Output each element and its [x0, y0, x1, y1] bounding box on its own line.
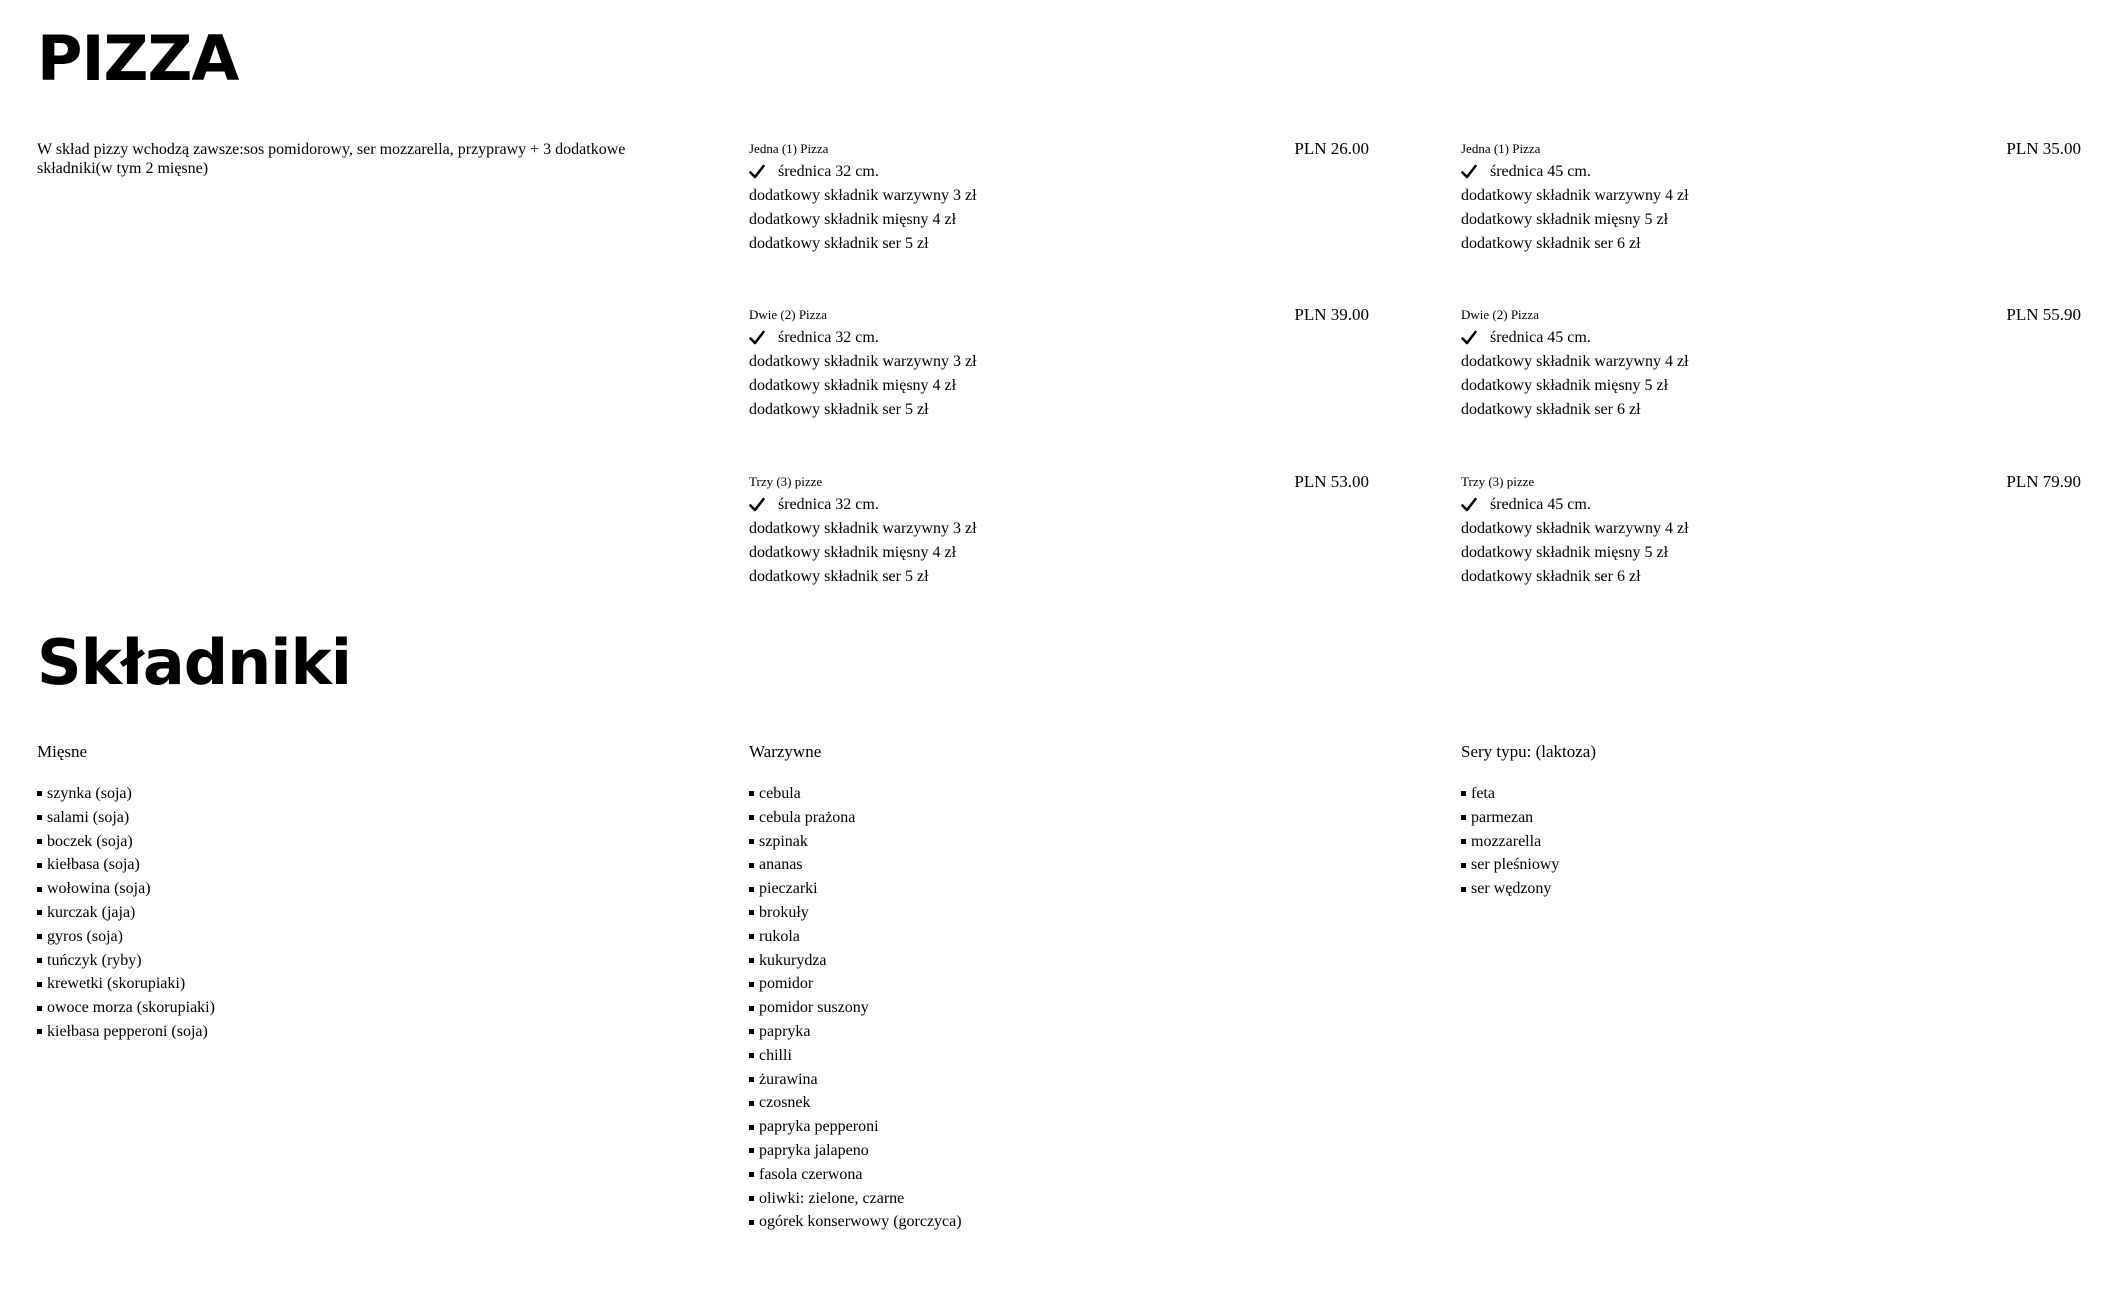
- offer-veg-extra: dodatkowy składnik warzywny 3 zł: [749, 520, 977, 537]
- square-bullet-icon: [749, 887, 754, 892]
- offer-price: PLN 39.00: [1294, 305, 1369, 324]
- ingredient-name: fasola czerwona: [759, 1165, 863, 1183]
- list-item: [749, 806, 962, 830]
- ingredient-name: krewetki (skorupiaki): [47, 975, 186, 993]
- list-item: [1461, 853, 1559, 877]
- offer-cheese-extra: dodatkowy składnik ser 5 zł: [749, 401, 929, 418]
- list-item: [37, 949, 215, 973]
- list-item: [1461, 830, 1559, 854]
- square-bullet-icon: [37, 887, 42, 892]
- pizza-offer: [1461, 140, 2081, 256]
- list-item: [749, 925, 962, 949]
- list-item: [37, 782, 215, 806]
- check-icon: [1461, 164, 1477, 180]
- square-bullet-icon: [1461, 791, 1466, 796]
- list-item: [749, 830, 962, 854]
- offer-cheese-extra: dodatkowy składnik ser 6 zł: [1461, 568, 1641, 585]
- square-bullet-icon: [749, 934, 754, 939]
- ingredient-name: feta: [1471, 785, 1495, 802]
- check-icon: [749, 164, 765, 180]
- list-item: [749, 782, 962, 806]
- list-item: [749, 1068, 962, 1092]
- square-bullet-icon: [749, 958, 754, 963]
- ingredient-name: pieczarki: [759, 880, 818, 898]
- ingredient-name: mozzarella: [1471, 832, 1542, 850]
- offer-cheese-extra: dodatkowy składnik ser 5 zł: [749, 568, 929, 585]
- ingredient-name: kiełbasa pepperoni (soja): [47, 1022, 208, 1040]
- ingredient-name: boczek (soja): [47, 832, 133, 850]
- square-bullet-icon: [37, 934, 42, 939]
- list-item: [749, 1139, 962, 1163]
- square-bullet-icon: [37, 910, 42, 915]
- check-icon: [1461, 497, 1477, 513]
- ingredient-name: owoce morza (skorupiaki): [47, 999, 215, 1017]
- square-bullet-icon: [749, 863, 754, 868]
- meat-column-title: Mięsne: [37, 742, 88, 761]
- list-item: [37, 806, 215, 830]
- offer-title: Dwie (2) Pizza: [1461, 307, 1539, 322]
- ingredient-name: szpinak: [759, 832, 808, 850]
- ingredient-name: kurczak (jaja): [47, 903, 136, 921]
- ingredient-name: oliwki: zielone, czarne: [759, 1189, 905, 1207]
- ingredient-name: cebula prażona: [759, 808, 856, 826]
- ingredient-name: gyros (soja): [47, 927, 123, 945]
- list-item: [37, 901, 215, 925]
- square-bullet-icon: [749, 1125, 754, 1130]
- list-item: [749, 1210, 962, 1234]
- list-item: [37, 972, 215, 996]
- list-item: [749, 853, 962, 877]
- ingredient-name: czosnek: [759, 1094, 811, 1112]
- square-bullet-icon: [37, 1029, 42, 1034]
- offer-veg-extra: dodatkowy składnik warzywny 4 zł: [1461, 353, 1689, 370]
- list-item: [749, 972, 962, 996]
- list-item: [37, 925, 215, 949]
- offer-price: PLN 55.90: [2006, 305, 2081, 324]
- ingredient-name: kukurydza: [759, 951, 827, 969]
- offer-size: średnica 32 cm.: [778, 496, 879, 513]
- offer-size: średnica 45 cm.: [1490, 496, 1591, 513]
- list-item: [37, 853, 215, 877]
- offer-price: PLN 53.00: [1294, 472, 1369, 491]
- ingredient-name: rukola: [759, 927, 800, 945]
- list-item: [749, 1091, 962, 1115]
- square-bullet-icon: [749, 1148, 754, 1153]
- offer-meat-extra: dodatkowy składnik mięsny 4 zł: [749, 377, 957, 394]
- square-bullet-icon: [749, 815, 754, 820]
- offer-cheese-extra: dodatkowy składnik ser 5 zł: [749, 235, 929, 252]
- list-item: [37, 830, 215, 854]
- offer-veg-extra: dodatkowy składnik warzywny 3 zł: [749, 187, 977, 204]
- veg-list: [749, 782, 962, 1234]
- check-icon: [1461, 330, 1477, 346]
- square-bullet-icon: [1461, 839, 1466, 844]
- pizza-offer: [749, 473, 1369, 589]
- square-bullet-icon: [37, 815, 42, 820]
- offer-veg-extra: dodatkowy składnik warzywny 4 zł: [1461, 187, 1689, 204]
- ingredients-heading: Składniki: [37, 626, 351, 699]
- square-bullet-icon: [1461, 863, 1466, 868]
- ingredient-name: papryka pepperoni: [759, 1118, 879, 1136]
- pizza-offer: [1461, 306, 2081, 422]
- list-item: [1461, 782, 1559, 806]
- square-bullet-icon: [749, 839, 754, 844]
- offer-meat-extra: dodatkowy składnik mięsny 5 zł: [1461, 544, 1669, 561]
- square-bullet-icon: [1461, 887, 1466, 892]
- square-bullet-icon: [749, 1172, 754, 1177]
- ingredient-name: szynka (soja): [47, 785, 132, 802]
- square-bullet-icon: [749, 1077, 754, 1082]
- offer-size-line: [1461, 160, 2081, 184]
- square-bullet-icon: [37, 791, 42, 796]
- offer-size-line: [749, 160, 1369, 184]
- ingredient-name: żurawina: [759, 1070, 818, 1088]
- list-item: [1461, 877, 1559, 901]
- offer-size-line: [749, 326, 1369, 350]
- offer-cheese-extra: dodatkowy składnik ser 6 zł: [1461, 401, 1641, 418]
- offer-price: PLN 26.00: [1294, 139, 1369, 158]
- offer-title: Jedna (1) Pizza: [749, 141, 829, 156]
- square-bullet-icon: [749, 1196, 754, 1201]
- check-icon: [749, 330, 765, 346]
- square-bullet-icon: [749, 791, 754, 796]
- offer-cheese-extra: dodatkowy składnik ser 6 zł: [1461, 235, 1641, 252]
- list-item: [749, 1115, 962, 1139]
- offer-size-line: [749, 493, 1369, 517]
- list-item: [749, 1044, 962, 1068]
- offer-size: średnica 45 cm.: [1490, 163, 1591, 180]
- meat-list: [37, 782, 215, 1044]
- ingredient-name: tuńczyk (ryby): [47, 951, 142, 969]
- ingredient-name: kiełbasa (soja): [47, 856, 140, 874]
- square-bullet-icon: [749, 1006, 754, 1011]
- cheese-list: [1461, 782, 1559, 901]
- offer-meat-extra: dodatkowy składnik mięsny 5 zł: [1461, 377, 1669, 394]
- square-bullet-icon: [37, 958, 42, 963]
- offer-title: Trzy (3) pizze: [749, 474, 823, 489]
- offer-price: PLN 79.90: [2006, 472, 2081, 491]
- offer-title: Jedna (1) Pizza: [1461, 141, 1541, 156]
- cheese-column-title: Sery typu: (laktoza): [1461, 742, 1597, 761]
- square-bullet-icon: [37, 1006, 42, 1011]
- square-bullet-icon: [37, 982, 42, 987]
- square-bullet-icon: [749, 1101, 754, 1106]
- pizza-offer: [749, 306, 1369, 422]
- offer-title: Trzy (3) pizze: [1461, 474, 1535, 489]
- pizza-heading: PIZZA: [37, 22, 239, 95]
- offer-veg-extra: dodatkowy składnik warzywny 4 zł: [1461, 520, 1689, 537]
- ingredient-name: ananas: [759, 856, 803, 874]
- offer-veg-extra: dodatkowy składnik warzywny 3 zł: [749, 353, 977, 370]
- veg-column-title: Warzywne: [749, 742, 822, 761]
- ingredient-name: papryka: [759, 1022, 811, 1040]
- list-item: [749, 1020, 962, 1044]
- list-item: [749, 949, 962, 973]
- offer-size-line: [1461, 326, 2081, 350]
- offer-size-line: [1461, 493, 2081, 517]
- ingredient-name: wołowina (soja): [47, 880, 151, 898]
- ingredient-name: ogórek konserwowy (gorczyca): [759, 1213, 962, 1231]
- ingredient-name: papryka jalapeno: [759, 1141, 869, 1159]
- offer-size: średnica 45 cm.: [1490, 329, 1591, 346]
- ingredient-name: chilli: [759, 1046, 792, 1064]
- list-item: [749, 1187, 962, 1211]
- offer-meat-extra: dodatkowy składnik mięsny 5 zł: [1461, 211, 1669, 228]
- list-item: [37, 1020, 215, 1044]
- ingredient-name: pomidor: [759, 975, 814, 993]
- ingredient-name: pomidor suszony: [759, 999, 869, 1017]
- list-item: [37, 996, 215, 1020]
- square-bullet-icon: [749, 1220, 754, 1225]
- pizza-offer: [749, 140, 1369, 256]
- square-bullet-icon: [749, 1053, 754, 1058]
- square-bullet-icon: [1461, 815, 1466, 820]
- square-bullet-icon: [37, 863, 42, 868]
- ingredient-name: ser wędzony: [1471, 880, 1552, 898]
- square-bullet-icon: [749, 1029, 754, 1034]
- square-bullet-icon: [37, 839, 42, 844]
- offer-title: Dwie (2) Pizza: [749, 307, 827, 322]
- pizza-offer: [1461, 473, 2081, 589]
- offer-meat-extra: dodatkowy składnik mięsny 4 zł: [749, 211, 957, 228]
- list-item: [37, 877, 215, 901]
- pizza-intro: W skład pizzy wchodzą zawsze:sos pomidorowy, ser mozzarella, przyprawy + 3 dodatkowe składniki(w tym 2 mięsne): [37, 141, 626, 177]
- ingredient-name: cebula: [759, 785, 801, 802]
- ingredient-name: ser pleśniowy: [1471, 856, 1560, 874]
- offer-size: średnica 32 cm.: [778, 163, 879, 180]
- ingredient-name: brokuły: [759, 903, 809, 921]
- list-item: [749, 1163, 962, 1187]
- offer-price: PLN 35.00: [2006, 139, 2081, 158]
- offer-meat-extra: dodatkowy składnik mięsny 4 zł: [749, 544, 957, 561]
- square-bullet-icon: [749, 982, 754, 987]
- ingredient-name: salami (soja): [47, 808, 130, 826]
- list-item: [749, 996, 962, 1020]
- offer-size: średnica 32 cm.: [778, 329, 879, 346]
- ingredient-name: parmezan: [1471, 808, 1534, 826]
- list-item: [749, 877, 962, 901]
- list-item: [1461, 806, 1559, 830]
- list-item: [749, 901, 962, 925]
- square-bullet-icon: [749, 910, 754, 915]
- check-icon: [749, 497, 765, 513]
